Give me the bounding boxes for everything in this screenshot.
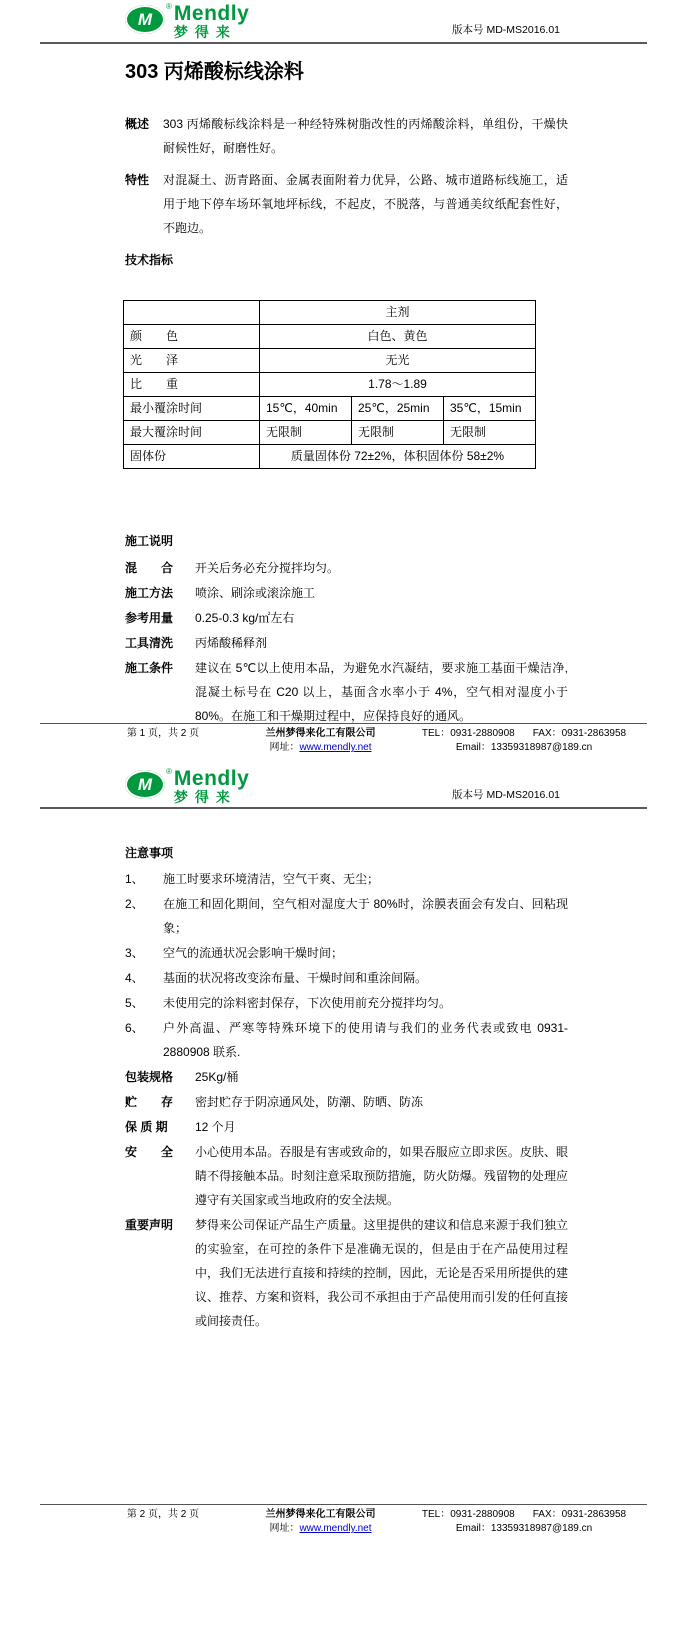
features-section (125, 168, 568, 240)
notes-section (125, 841, 568, 1064)
spec-value: 25℃，25min (352, 397, 444, 421)
spec-value: 无限制 (260, 421, 352, 445)
spec-blank-cell (124, 301, 260, 325)
item-text: 12 个月 (195, 1120, 236, 1134)
fax-number: FAX：0931-2863958 (532, 728, 627, 739)
datasheet-page-2 (0, 765, 687, 1638)
list-item (125, 1213, 568, 1333)
item-label: 施工条件 (125, 661, 174, 675)
item-label: 重要声明 (125, 1218, 174, 1232)
list-item (125, 1140, 568, 1212)
page-title: 303 丙烯酸标线涂料 (125, 61, 304, 83)
note-text: 施工时要求环境清洁，空气干爽、无尘； (163, 872, 380, 886)
website-link[interactable]: www.mendly.net (299, 742, 372, 753)
overview-text: 303 丙烯酸标线涂料是一种经特殊树脂改性的丙烯酸涂料，单组份，干燥快耐候性好，耐磨性好。 (163, 117, 568, 155)
email-line: Email：13359318987@189.cn (455, 1523, 593, 1534)
list-item (125, 581, 568, 605)
item-label: 混 合 (125, 561, 174, 575)
emblem-letter: M (137, 774, 153, 794)
company-name: 兰州梦得来化工有限公司 (265, 728, 376, 739)
table-row (124, 301, 536, 325)
spec-value: 无限制 (444, 421, 536, 445)
website-line (238, 741, 403, 755)
tech-specs-heading: 技术指标 (125, 253, 174, 267)
spec-value: 35℃，15min (444, 397, 536, 421)
spec-value: 质量固体份 72±2%，体积固体份 58±2% (260, 445, 536, 469)
header-rule (40, 42, 647, 44)
spec-label: 比 重 (124, 373, 260, 397)
footer-company-col (238, 1508, 403, 1536)
spec-value: 无限制 (352, 421, 444, 445)
website-label: 网址： (269, 742, 300, 753)
note-text: 基面的状况将改变涂布量、干燥时间和重涂间隔。 (163, 971, 428, 985)
note-text: 户外高温、严寒等特殊环境下的使用请与我们的业务代表或致电 0931-2880908 联系. (163, 1021, 568, 1059)
footer-body (0, 724, 687, 755)
brand-name-en: Mendly (173, 2, 250, 25)
tel-number: TEL：0931-2880908 (421, 728, 515, 739)
spec-value: 白色、黄色 (260, 325, 536, 349)
spec-value: 15℃，40min (260, 397, 352, 421)
tel-fax-line (403, 1508, 645, 1522)
list-item (125, 892, 568, 940)
list-item (125, 606, 568, 630)
registered-trademark-icon: ® (166, 767, 172, 776)
mendly-logo (125, 768, 249, 804)
item-label: 安 全 (125, 1145, 174, 1159)
footer-contact-col (403, 727, 645, 755)
item-label: 包装规格 (125, 1070, 174, 1084)
item-label: 工具清洗 (125, 636, 174, 650)
version-label: 版本号 MD-MS2016.01 (452, 789, 560, 801)
brand-name-cn: 梦得来 (173, 789, 237, 805)
mendly-logo (125, 3, 249, 39)
website-link[interactable]: www.mendly.net (299, 1523, 372, 1534)
features-label: 特性 (125, 173, 150, 187)
logo-text (174, 3, 249, 39)
page-number: 第 1 页，共 2 页 (126, 728, 200, 739)
spec-label: 颜 色 (124, 325, 260, 349)
tel-number: TEL：0931-2880908 (421, 1509, 515, 1520)
table-row (124, 373, 536, 397)
note-number: 5、 (125, 996, 144, 1010)
website-label: 网址： (269, 1523, 300, 1534)
list-item (125, 867, 568, 891)
company-name: 兰州梦得来化工有限公司 (265, 1509, 376, 1520)
notes-heading: 注意事项 (125, 846, 174, 860)
footer-body (0, 1505, 687, 1536)
page2-content (0, 841, 687, 1333)
item-label: 贮 存 (125, 1095, 174, 1109)
item-text: 建议在 5℃以上使用本品，为避免水汽凝结，要求施工基面干燥洁净, 混凝土标号在 C20 以上，基面含水率小于 4%，空气相对湿度小于 80%。在施工和干燥期过程中，应保持良好的通风。 (195, 661, 568, 723)
list-item (125, 1090, 568, 1114)
fax-number: FAX：0931-2863958 (532, 1509, 627, 1520)
website-line (238, 1522, 403, 1536)
overview-label: 概述 (125, 117, 150, 131)
construction-section (125, 529, 568, 728)
item-text: 开关后务必充分搅拌均匀。 (195, 561, 340, 575)
logo-text (174, 768, 249, 804)
item-label: 施工方法 (125, 586, 174, 600)
brand-name-cn: 梦得来 (173, 24, 237, 40)
note-number: 6、 (125, 1021, 144, 1035)
mendly-emblem-icon (125, 5, 165, 34)
item-text: 喷涂、刷涂或滚涂施工 (195, 586, 316, 600)
list-item (125, 941, 568, 965)
page-number: 第 2 页，共 2 页 (126, 1509, 200, 1520)
spec-label: 固体份 (124, 445, 260, 469)
brand-name-en: Mendly (173, 767, 250, 790)
footer-contact-col (403, 1508, 645, 1536)
spec-value: 1.78～1.89 (260, 373, 536, 397)
spec-label: 最小覆涂时间 (124, 397, 260, 421)
emblem-letter: M (137, 9, 153, 29)
page1-content (0, 58, 687, 728)
spec-label: 光 泽 (124, 349, 260, 373)
note-number: 2、 (125, 897, 144, 911)
note-number: 4、 (125, 971, 144, 985)
list-item (125, 656, 568, 728)
spec-label: 最大覆涂时间 (124, 421, 260, 445)
overview-section (125, 112, 568, 160)
spec-value: 无光 (260, 349, 536, 373)
note-number: 3、 (125, 946, 144, 960)
list-item (125, 1115, 568, 1139)
list-item (125, 556, 568, 580)
features-text: 对混凝土、沥青路面、金属表面附着力优异，公路、城市道路标线施工，适用于地下停车场环氧地坪标线，不起皮，不脱落，与普通美纹纸配套性好，不跑边。 (163, 173, 568, 235)
page2-footer (0, 1504, 687, 1536)
item-text: 小心使用本品。吞服是有害或致命的，如果吞服应立即求医。皮肤、眼睛不得接触本品。时刻注意采取预防措施，防火防爆。残留物的处理应遵守有关国家或当地政府的安全法规。 (195, 1145, 568, 1207)
table-row (124, 421, 536, 445)
list-item (125, 1016, 568, 1064)
table-row (124, 397, 536, 421)
spec-col-header: 主剂 (260, 301, 536, 325)
tech-specs-table (123, 300, 536, 469)
construction-heading: 施工说明 (125, 534, 174, 548)
item-label: 参考用量 (125, 611, 174, 625)
note-text: 空气的流通状况会影响干燥时间； (163, 946, 344, 960)
item-text: 25Kg/桶 (195, 1070, 239, 1084)
item-text: 密封贮存于阴凉通风处，防潮、防晒、防冻 (195, 1095, 424, 1109)
datasheet-page-1 (0, 0, 687, 765)
table-row (124, 445, 536, 469)
footer-company-col (238, 727, 403, 755)
table-row (124, 325, 536, 349)
note-text: 未使用完的涂料密封保存，下次使用前充分搅拌均匀。 (163, 996, 452, 1010)
item-text: 丙烯酸稀释剂 (195, 636, 268, 650)
email-line: Email：13359318987@189.cn (455, 742, 593, 753)
registered-trademark-icon: ® (166, 2, 172, 11)
list-item (125, 1065, 568, 1089)
mendly-emblem-icon (125, 770, 165, 799)
page-header (0, 765, 687, 807)
item-text: 梦得来公司保证产品生产质量。这里提供的建议和信息来源于我们独立的实验室，在可控的条件下是准确无误的，但是由于在产品使用过程中，我们无法进行直接和持续的控制，因此，无论是否采用所提供的建议、推荐、方案和资料，我公司不承担由于产品使用而引发的任何直接或间接责任。 (195, 1218, 568, 1328)
version-label: 版本号 MD-MS2016.01 (452, 24, 560, 36)
list-item (125, 631, 568, 655)
item-label: 保 质 期 (125, 1120, 168, 1134)
list-item (125, 966, 568, 990)
list-item (125, 991, 568, 1015)
note-number: 1、 (125, 872, 144, 886)
page-header (0, 0, 687, 42)
note-text: 在施工和固化期间，空气相对湿度大于 80%时，涂膜表面会有发白、回粘现象； (163, 897, 568, 935)
table-row (124, 349, 536, 373)
page1-footer (0, 723, 687, 755)
header-rule (40, 807, 647, 809)
item-text: 0.25-0.3 kg/㎡左右 (195, 611, 295, 625)
tel-fax-line (403, 727, 645, 741)
